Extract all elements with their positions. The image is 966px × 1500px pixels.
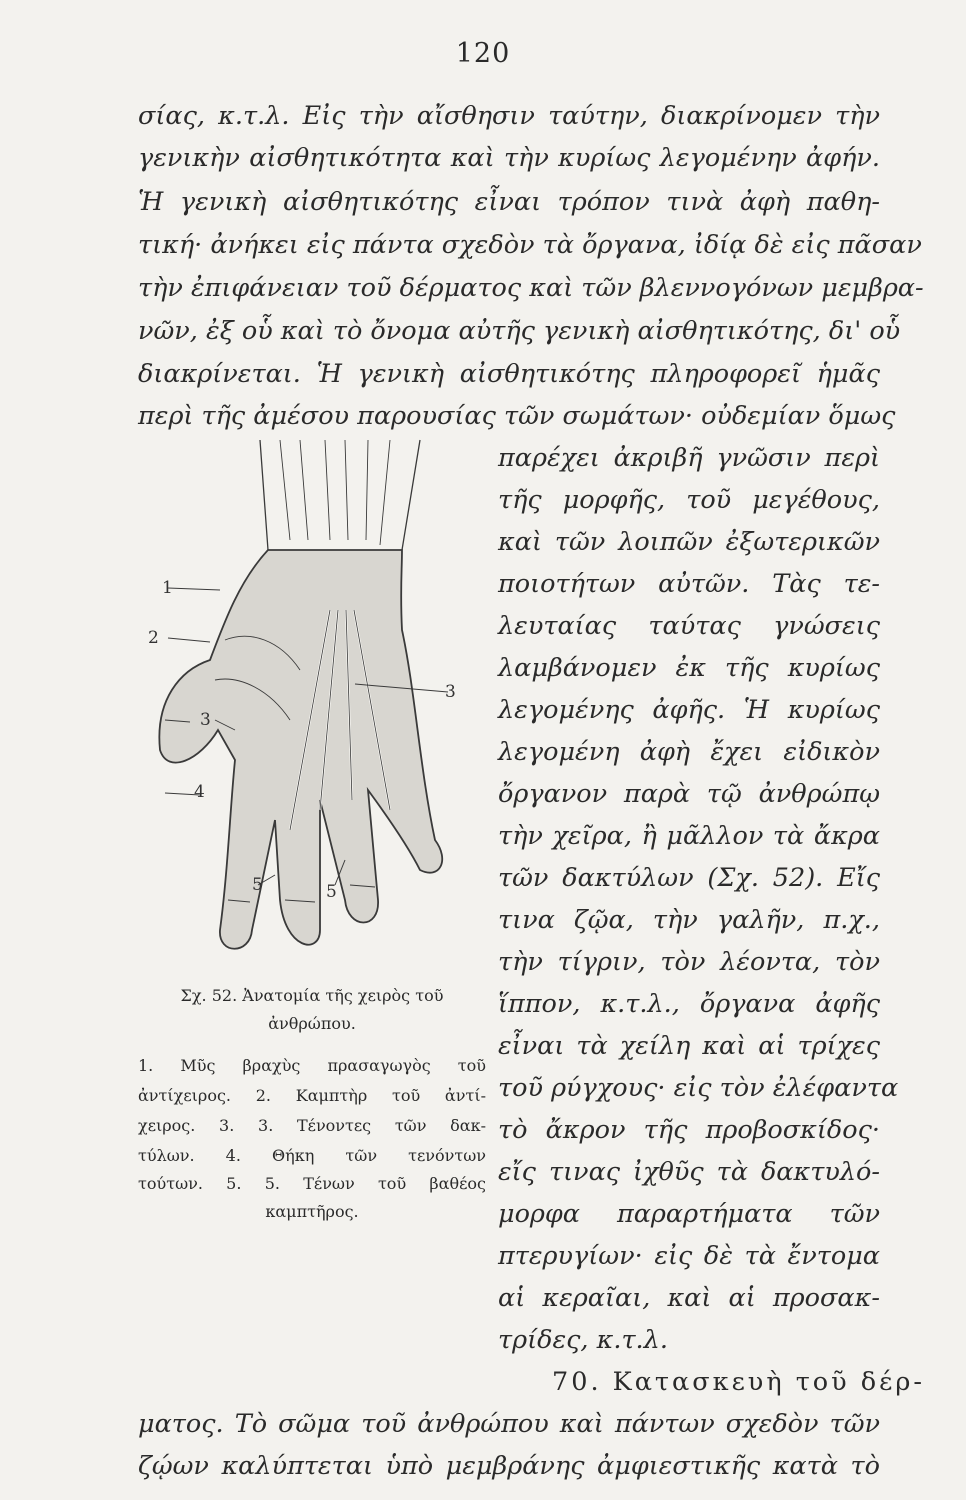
figure-label-4: 4 [194, 782, 205, 802]
text-line: περὶ τῆς ἀμέσου παρουσίας τῶν σωμάτων· οὐδεμίαν ὅμως [138, 401, 896, 431]
column-line: τὸ ἄκρον τῆς προβοσκίδος· [498, 1115, 880, 1145]
column-line: λευταίας ταύτας γνώσεις [498, 611, 880, 641]
column-line: τοῦ ρύγχους· εἰς τὸν ἐλέφαντα [498, 1073, 899, 1103]
figure-label-3b: 3 [200, 710, 211, 730]
page-number: 120 [455, 38, 511, 69]
column-line: αἱ κεραῖαι, καὶ αἱ προσακ- [498, 1283, 880, 1313]
figure-legend-line: 1. Μῦς βραχὺς πρασαγωγὸς τοῦ [138, 1056, 486, 1075]
figure-label-5b: 5 [326, 882, 337, 902]
column-line: τὴν τίγριν, τὸν λέοντα, τὸν [498, 947, 880, 977]
section-heading: 70. Κατασκευὴ τοῦ δέρ- [552, 1367, 925, 1397]
figure-label-3a: 3 [445, 682, 456, 702]
figure-label-1: 1 [162, 578, 173, 598]
text-line: νῶν, ἐξ οὗ καὶ τὸ ὄνομα αὐτῆς γενικὴ αἰσθητικότης, δι' οὗ [138, 316, 901, 346]
hand-anatomy-illustration [140, 430, 480, 990]
text-line: γενικὴν αἰσθητικότητα καὶ τὴν κυρίως λεγομένην ἀφήν. [138, 143, 880, 173]
column-line: μορφα παραρτήματα τῶν [498, 1199, 880, 1229]
column-line: λεγομένης ἀφῆς. Ἡ κυρίως [498, 695, 880, 725]
column-line: παρέχει ἀκριβῆ γνῶσιν περὶ [498, 443, 880, 473]
column-line: ἵππον, κ.τ.λ., ὄργανα ἀφῆς [498, 989, 880, 1019]
figure-caption: Σχ. 52. Ἀνατομία τῆς χειρὸς τοῦ [180, 986, 444, 1005]
figure-legend-line: χειρος. 3. 3. Τένοντες τῶν δακ- [138, 1116, 486, 1135]
text-line: διακρίνεται. Ἡ γενικὴ αἰσθητικότης πληροφορεῖ ἡμᾶς [138, 359, 880, 389]
column-line: λεγομένη ἀφὴ ἔχει εἰδικὸν [498, 737, 880, 767]
figure-legend-line: τούτων. 5. 5. Τένων τοῦ βαθέος [138, 1174, 486, 1193]
column-line: τινα ζῷα, τὴν γαλῆν, π.χ., [498, 905, 880, 935]
column-line: λαμβάνομεν ἐκ τῆς κυρίως [498, 653, 880, 683]
text-line: σίας, κ.τ.λ. Εἰς τὴν αἴσθησιν ταύτην, διακρίνομεν τὴν [138, 101, 880, 131]
column-line: τῶν δακτύλων (Σχ. 52). Εἴς [498, 863, 880, 893]
column-line: ὄργανον παρὰ τῷ ἀνθρώπῳ [498, 779, 880, 809]
column-line: τρίδες, κ.τ.λ. [498, 1325, 668, 1355]
figure-legend-line: καμπτῆρος. [265, 1202, 359, 1221]
text-line: ματος. Τὸ σῶμα τοῦ ἀνθρώπου καὶ πάντων σχεδὸν τῶν [138, 1409, 880, 1439]
text-line: ζῴων καλύπτεται ὑπὸ μεμβράνης ἀμφιεστικῆς κατὰ τὸ [138, 1451, 880, 1481]
text-line: τὴν ἐπιφάνειαν τοῦ δέρματος καὶ τῶν βλεννογόνων μεμβρα- [138, 273, 924, 303]
column-line: τῆς μορφῆς, τοῦ μεγέθους, [498, 485, 880, 515]
figure-caption-continued: ἀνθρώπου. [268, 1014, 356, 1033]
column-line: πτερυγίων· εἰς δὲ τὰ ἔντομα [498, 1241, 880, 1271]
column-line: ποιοτήτων αὐτῶν. Τὰς τε- [498, 569, 880, 599]
figure-label-5a: 5 [252, 875, 263, 895]
column-line: εἶναι τὰ χείλη καὶ αἱ τρίχες [498, 1031, 880, 1061]
figure-legend-line: ἀντίχειρος. 2. Καμπτὴρ τοῦ ἀντί- [138, 1086, 486, 1105]
column-line: καὶ τῶν λοιπῶν ἐξωτερικῶν [498, 527, 880, 557]
figure-label-2: 2 [148, 628, 159, 648]
text-line: Ἡ γενικὴ αἰσθητικότης εἶναι τρόπον τινὰ ἀφὴ παθη- [138, 187, 880, 217]
figure-legend-line: τύλων. 4. Θήκη τῶν τενόντων [138, 1146, 486, 1165]
column-line: τὴν χεῖρα, ἢ μᾶλλον τὰ ἄκρα [498, 821, 880, 851]
column-line: εἴς τινας ἰχθῦς τὰ δακτυλό- [498, 1157, 880, 1187]
text-line: τική· ἀνήκει εἰς πάντα σχεδὸν τὰ ὄργανα, ἰδίᾳ δὲ εἰς πᾶσαν [138, 230, 922, 260]
